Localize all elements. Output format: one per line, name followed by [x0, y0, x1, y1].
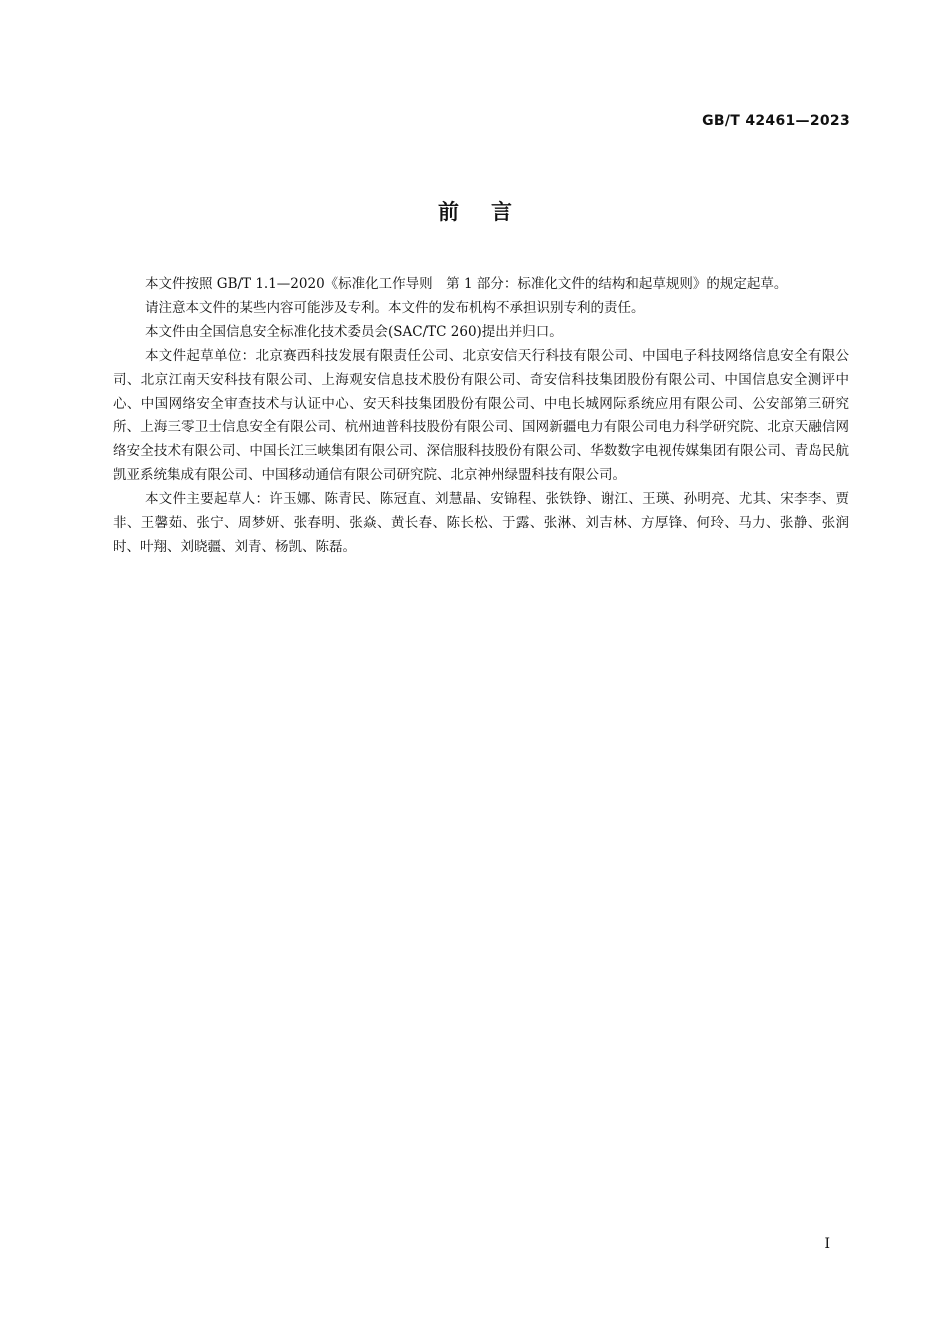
paragraph-drafting-units: 本文件起草单位：北京赛西科技发展有限责任公司、北京安信天行科技有限公司、中国电子科技网络信息安全有限公司、北京江南天安科技有限公司、上海观安信息技术股份有限公司、奇安信科技集团股份有限公司、中国信息安全测评中心、中国网络安全审查技术与认证中心、安天科技集团股份有限公司、中电长城网际系统应用有限公司、公安部第三研究所、上海三零卫士信息安全有限公司、杭州迪普科技股份有限公司、国网新疆电力有限公司电力科学研究院、北京天融信网络安全技术有限公司、中国长江三峡集团有限公司、深信服科技股份有限公司、华数数字电视传媒集团有限公司、青岛民航凯亚系统集成有限公司、中国移动通信有限公司研究院、北京神州绿盟科技有限公司。 — [113, 347, 849, 484]
paragraph-drafters: 本文件主要起草人：许玉娜、陈青民、陈冠直、刘慧晶、安锦程、张铁铮、谢江、王瑛、孙明亮、尤其、宋李李、贾非、王馨茹、张宁、周梦妍、张春明、张焱、黄长春、陈长松、于露、张淋、刘吉林、方厚锋、何玲、马力、张静、张润时、叶翔、刘晓疆、刘青、杨凯、陈磊。 — [113, 491, 849, 555]
paragraph-drafting-rules: 本文件按照 GB/T 1.1—2020《标准化工作导则 第 1 部分：标准化文件的结构和起草规则》的规定起草。 — [145, 276, 788, 292]
paragraph-patent-notice: 请注意本文件的某些内容可能涉及专利。本文件的发布机构不承担识别专利的责任。 — [145, 299, 645, 316]
page-title: 前言 — [438, 200, 544, 224]
standard-code: GB/T 42461—2023 — [702, 113, 850, 129]
page-number: I — [824, 1236, 830, 1252]
paragraph-proposer: 本文件由全国信息安全标准化技术委员会(SAC/TC 260)提出并归口。 — [145, 323, 563, 340]
foreword-body — [113, 273, 849, 560]
